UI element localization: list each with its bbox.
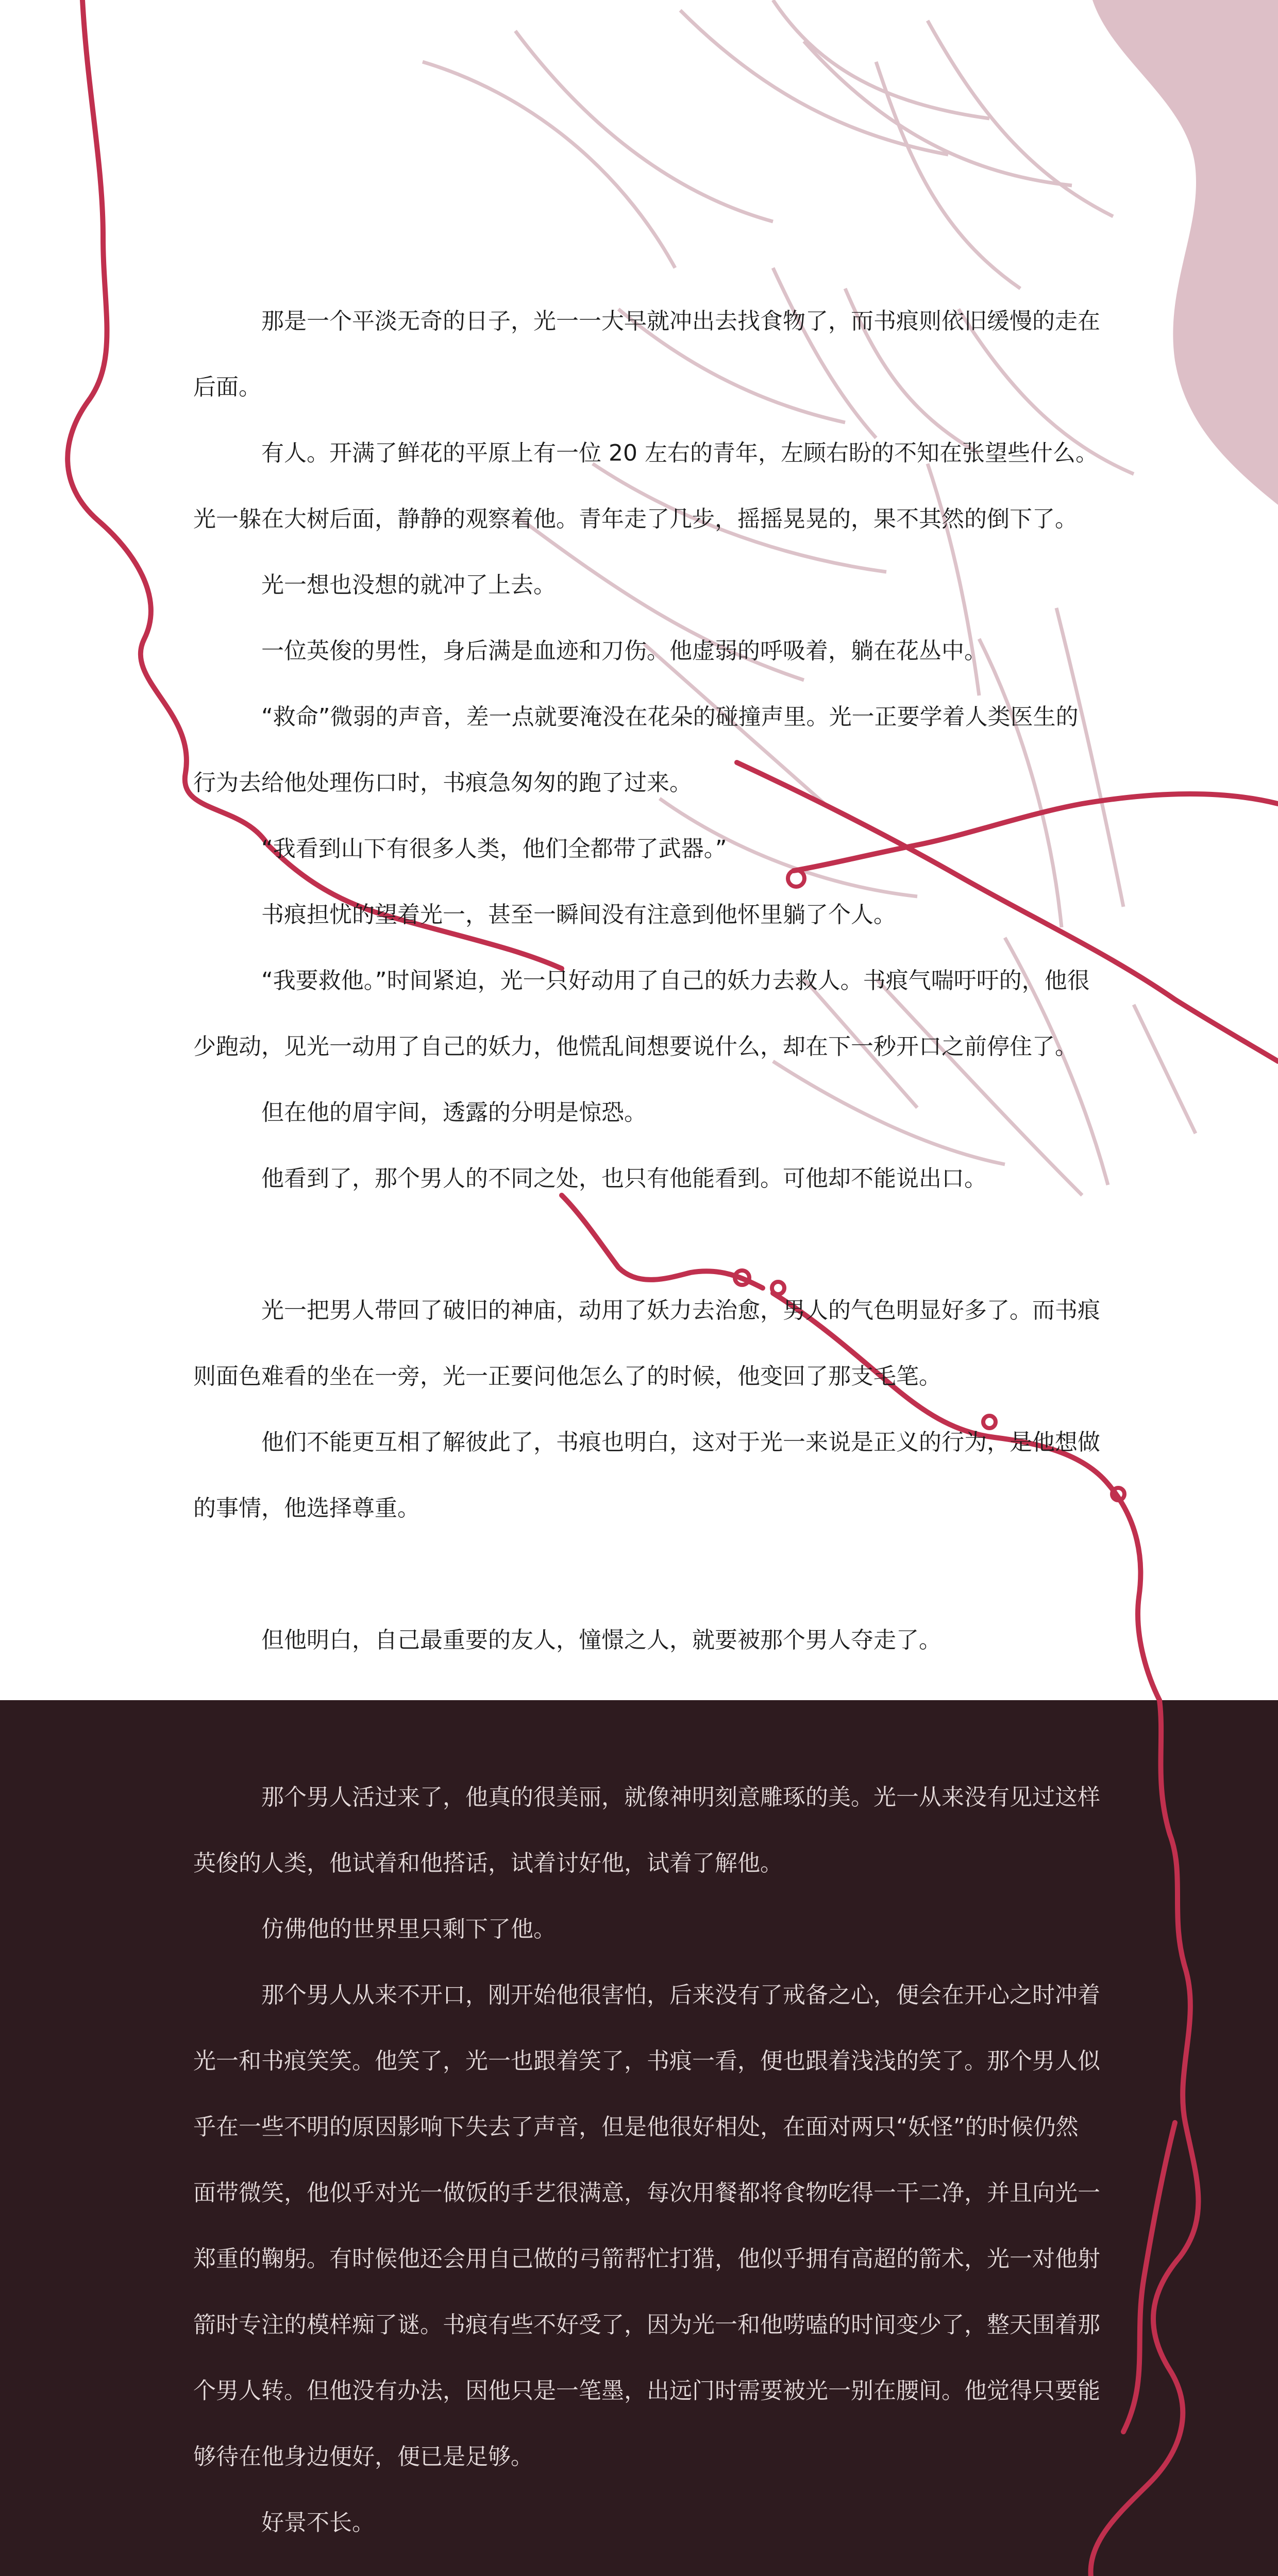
- paragraph: 那个男人从来不开口，刚开始他很害怕，后来没有了戒备之心，便会在开心之时冲着光一和书痕笑笑。他笑了，光一也跟着笑了，书痕一看，便也跟着浅浅的笑了。那个男人似乎在一些不明的原因影响下失去了声音，但是他很好相处，在面对两只“妖怪”的时候仍然面带微笑，他似乎对光一做饭的手艺很满意，每次用餐都将食物吃得一干二净，并且向光一郑重的鞠躬。有时候他还会用自己做的弓箭帮忙打猎，他似乎拥有高超的箭术，光一对他射箭时专注的模样痴了谜。书痕有些不好受了，因为光一和他唠嗑的时间变少了，整天围着那个男人转。但他没有办法，因他只是一笔墨，出远门时需要被光一别在腰间。他觉得只要能够待在他身边便好，便已是足够。: [193, 1982, 1100, 2470]
- paragraph-gap: [193, 1212, 1100, 1278]
- paragraph: 仿佛他的世界里只剩下了他。: [261, 1916, 556, 1942]
- paragraph-gap: [193, 1541, 1100, 1607]
- paragraph: 那个男人活过来了，他真的很美丽，就像神明刻意雕琢的美。光一从来没有见过这样英俊的人类，他试着和他搭话，试着讨好他，试着了解他。: [193, 1784, 1100, 1876]
- paragraph: 那是一个平淡无奇的日子，光一一大早就冲出去找食物了，而书痕则依旧缓慢的走在后面。: [193, 308, 1100, 400]
- paragraph: 但他明白，自己最重要的友人，憧憬之人，就要被那个男人夺走了。: [261, 1627, 941, 1653]
- paragraph: 光一想也没想的就冲了上去。: [261, 572, 556, 598]
- paragraph: 但在他的眉宇间，透露的分明是惊恐。: [261, 1099, 647, 1126]
- paragraph: “我看到山下有很多人类，他们全都带了武器。”: [261, 836, 727, 862]
- paragraph: “我要救他。”时间紧迫，光一只好动用了自己的妖力去救人。书痕气喘吁吁的，他很少跑动，见光一动用了自己的妖力，他慌乱间想要说什么，却在下一秒开口之前停住了。: [193, 968, 1090, 1060]
- story-section-dark: [193, 1765, 1100, 2576]
- paragraph: 他看到了，那个男人的不同之处，也只有他能看到。可他却不能说出口。: [261, 1165, 987, 1192]
- paragraph: “救命”微弱的声音，差一点就要淹没在花朵的碰撞声里。光一正要学着人类医生的行为去给他处理伤口时，书痕急匆匆的跑了过来。: [193, 704, 1079, 796]
- pink-corner-block: [1092, 0, 1278, 505]
- paragraph: 一位英俊的男性，身后满是血迹和刀伤。他虚弱的呼吸着，躺在花丛中。: [261, 638, 987, 664]
- paragraph: 好景不长。: [261, 2510, 375, 2536]
- story-section-light: [193, 289, 1100, 1673]
- paragraph: 有人。开满了鲜花的平原上有一位 20 左右的青年，左顾右盼的不知在张望些什么。光一躲在大树后面，静静的观察着他。青年走了几步，摇摇晃晃的，果不其然的倒下了。: [193, 440, 1098, 532]
- paragraph: [193, 2556, 1100, 2576]
- paragraph: 书痕担忧的望着光一，甚至一瞬间没有注意到他怀里躺了个人。: [261, 902, 896, 928]
- paragraph: 光一把男人带回了破旧的神庙，动用了妖力去治愈，男人的气色明显好多了。而书痕则面色难看的坐在一旁，光一正要问他怎么了的时候，他变回了那支毛笔。: [193, 1297, 1100, 1389]
- paragraph: 他们不能更互相了解彼此了，书痕也明白，这对于光一来说是正义的行为，是他想做的事情，他选择尊重。: [193, 1429, 1100, 1521]
